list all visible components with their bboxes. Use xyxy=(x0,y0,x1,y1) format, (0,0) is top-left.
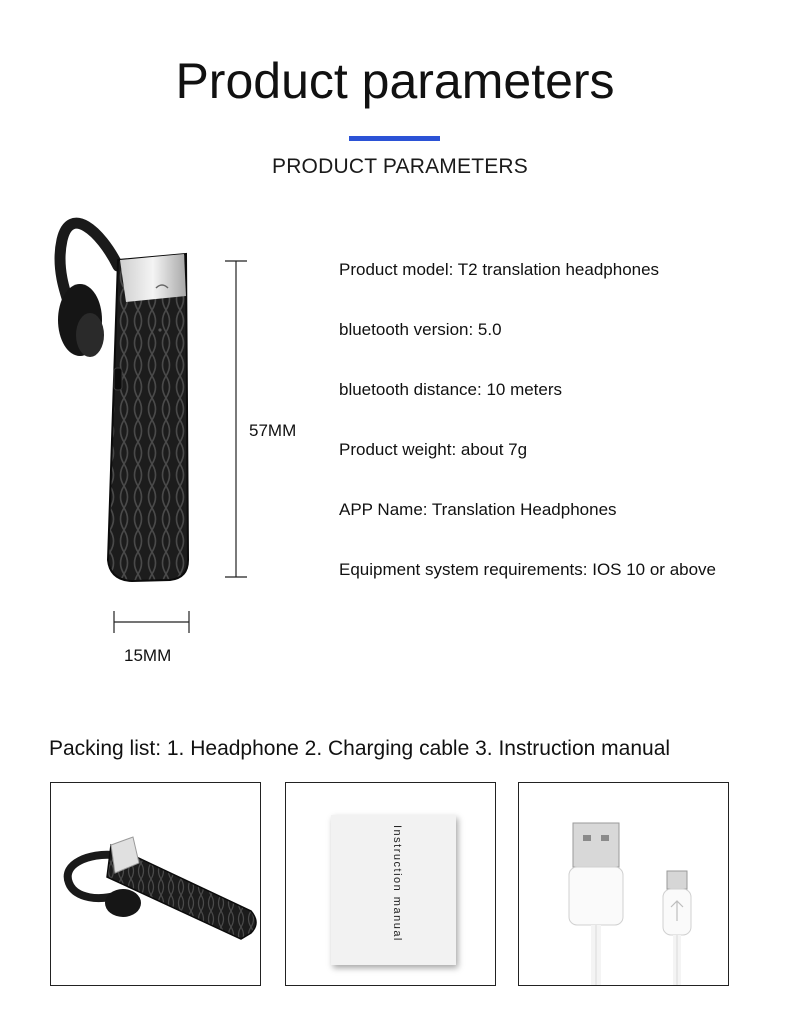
packing-list-text: Packing list: 1. Headphone 2. Charging cable 3. Instruction manual xyxy=(49,737,671,760)
width-label: 15MM xyxy=(124,646,172,665)
height-label: 57MM xyxy=(249,421,297,440)
manual-cover-text: Instruction manual xyxy=(391,825,403,942)
height-dimension-line xyxy=(222,258,252,582)
packing-item-instruction-manual xyxy=(285,782,496,986)
spec-app-name: APP Name: Translation Headphones xyxy=(339,500,617,519)
packing-item-headphone xyxy=(50,782,261,986)
manual-cover xyxy=(331,815,456,965)
spec-bluetooth-version: bluetooth version: 5.0 xyxy=(339,320,502,339)
packing-item-charging-cable xyxy=(518,782,729,986)
spec-product-weight: Product weight: about 7g xyxy=(339,440,528,459)
headphone-product-image xyxy=(40,200,210,590)
spec-product-model: Product model: T2 translation headphones xyxy=(339,260,660,279)
headphone-thumbnail xyxy=(51,783,261,986)
width-dimension-line xyxy=(111,609,193,635)
spec-bluetooth-distance: bluetooth distance: 10 meters xyxy=(339,380,563,399)
page-subtitle: PRODUCT PARAMETERS xyxy=(271,155,529,178)
page-title: Product parameters xyxy=(175,53,615,109)
spec-system-requirements: Equipment system requirements: IOS 10 or above xyxy=(339,560,717,579)
usb-cable-thumbnail xyxy=(519,783,729,986)
title-accent-bar xyxy=(349,136,440,141)
